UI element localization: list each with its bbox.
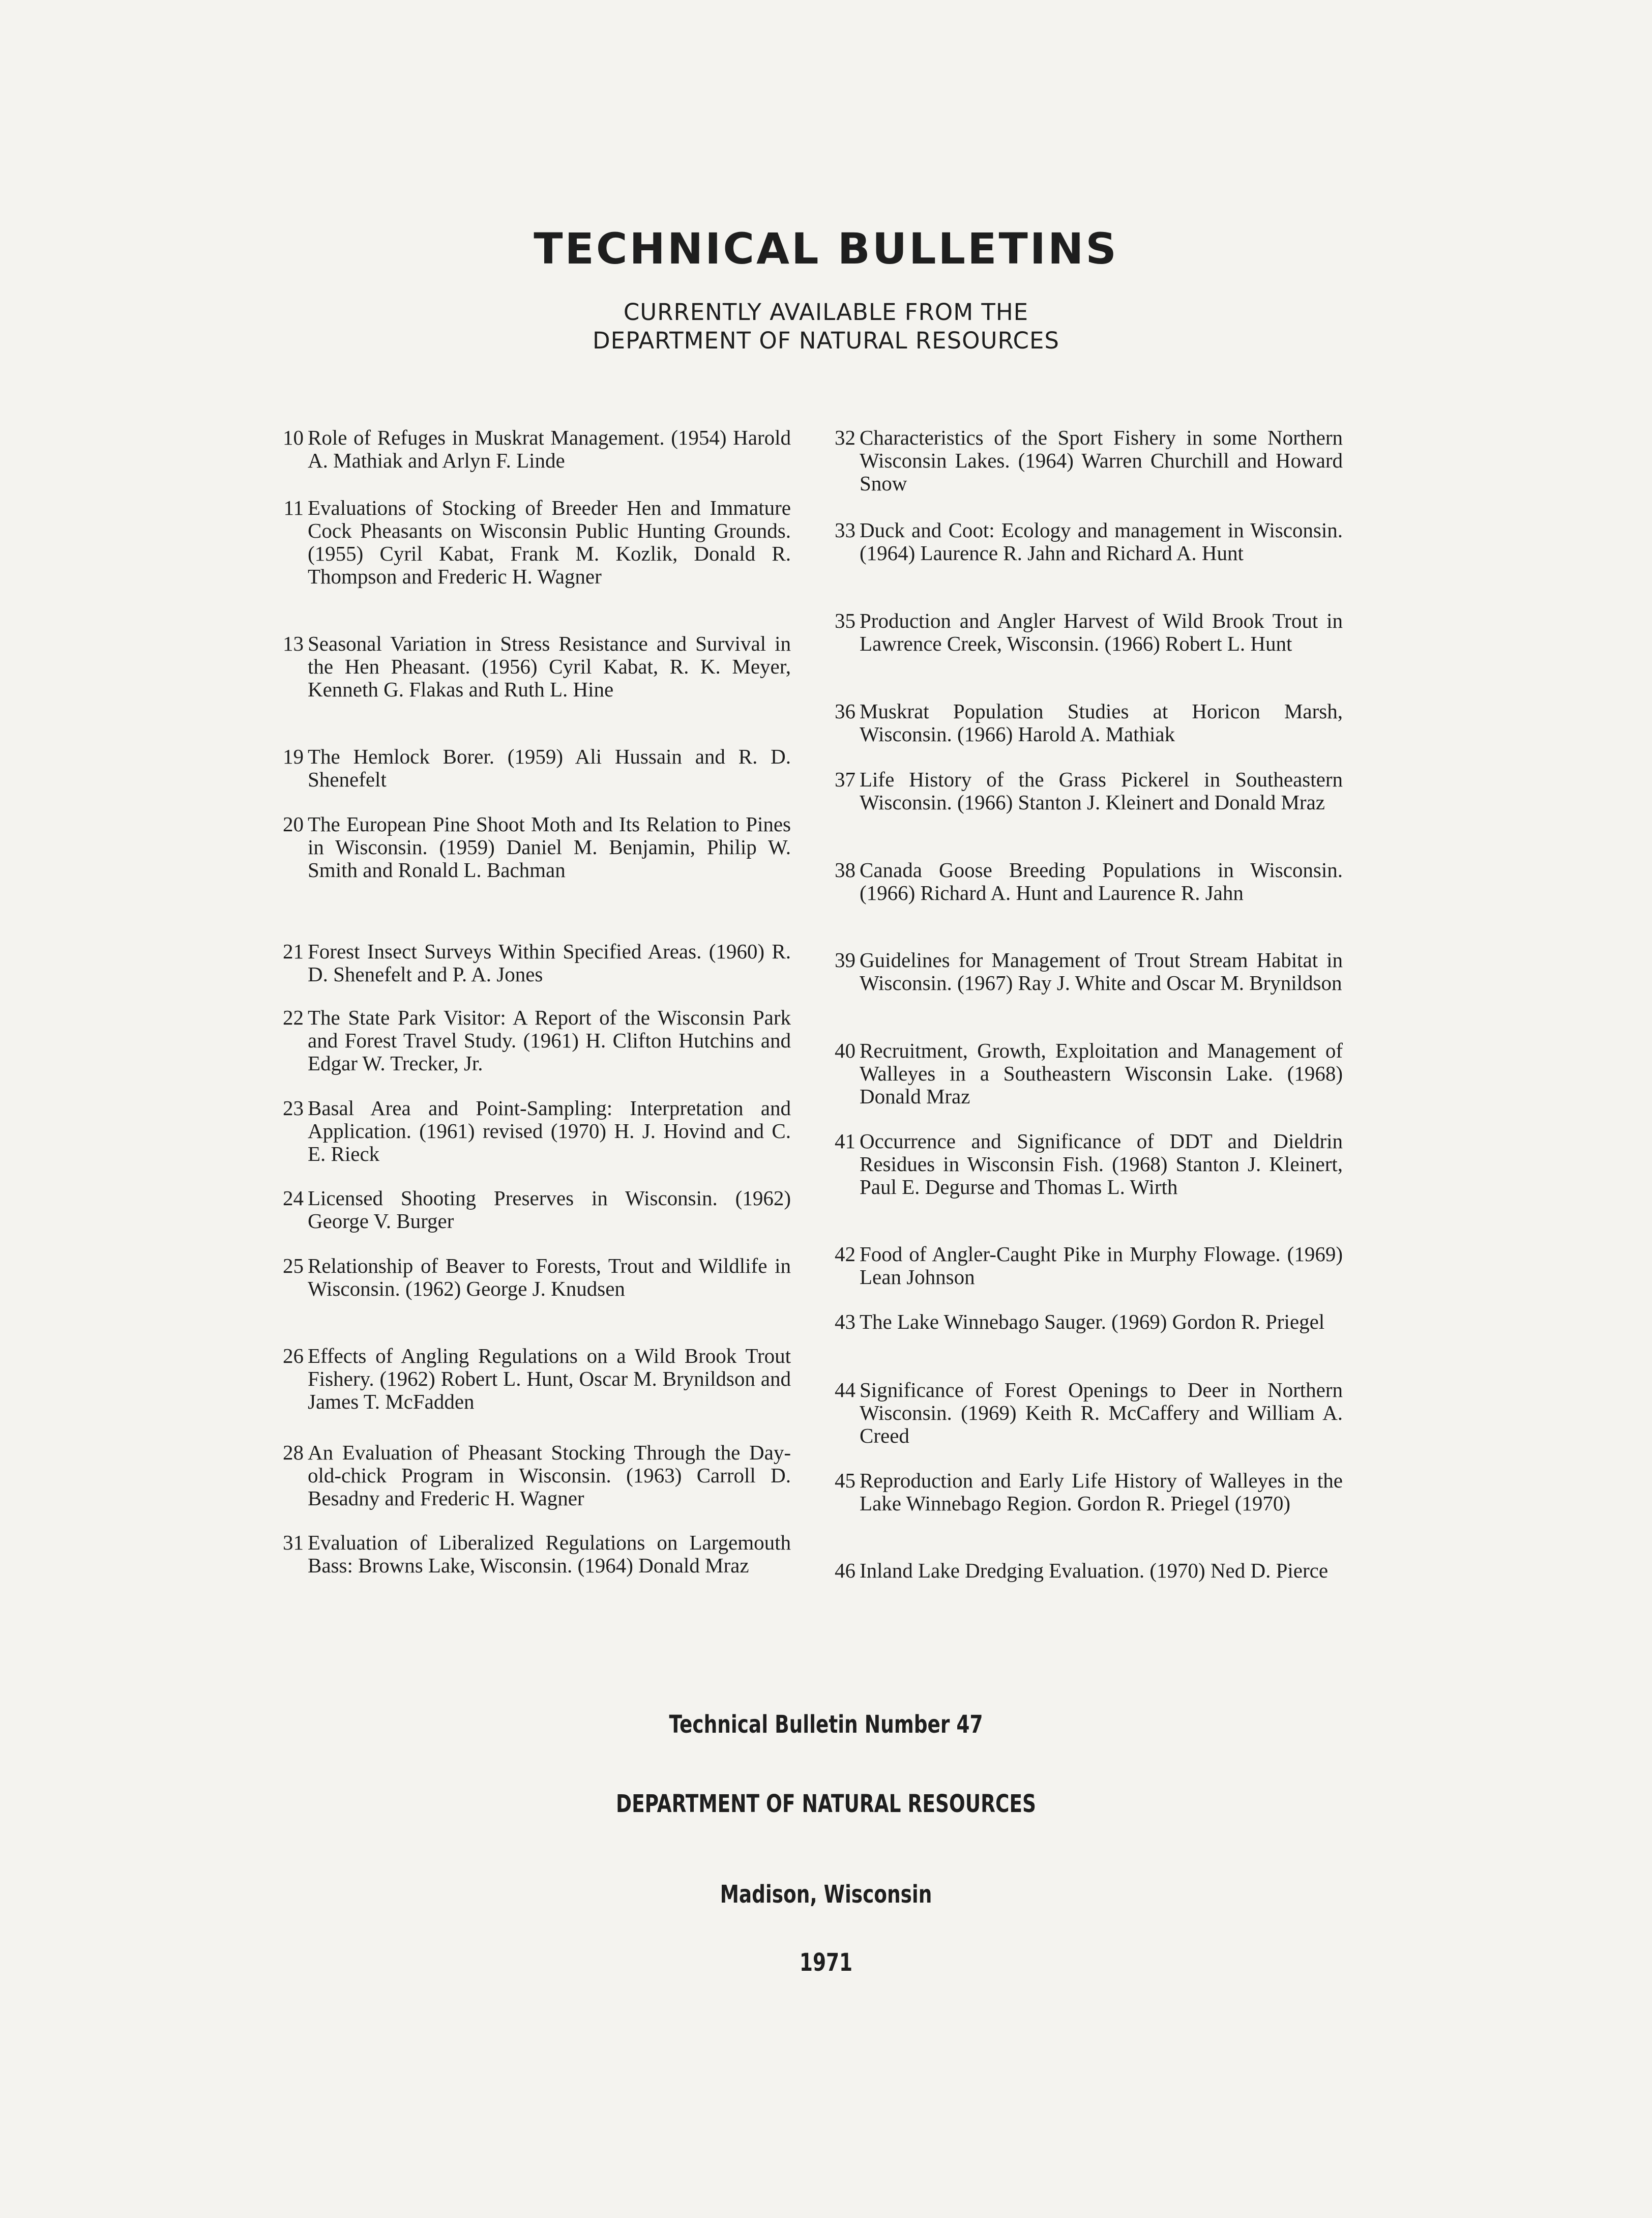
bulletin-citation: Forest Insect Surveys Within Specified Areas. (1960) R. D. Shenefelt and P. A. Jones <box>308 940 791 986</box>
bulletin-citation: Effects of Angling Regulations on a Wild Brook Trout Fishery. (1962) Robert L. Hunt, Oscar M. Brynildson and James T. McFadden <box>308 1344 791 1413</box>
bulletin-number: 43 <box>835 1310 855 1333</box>
bulletin-citation: Reproduction and Early Life History of Walleyes in the Lake Winnebago Region. Gordon R. Priegel (1970) <box>860 1469 1343 1515</box>
bulletin-citation: The European Pine Shoot Moth and Its Relation to Pines in Wisconsin. (1959) Daniel M. Benjamin, Philip W. Smith and Ronald L. Bachman <box>308 812 791 882</box>
publication-year: 1971 <box>799 1948 853 1977</box>
bulletin-entry <box>272 1006 791 1075</box>
bulletin-citation: Evaluations of Stocking of Breeder Hen and Immature Cock Pheasants on Wisconsin Public Hunting Grounds. (1955) Cyril Kabat, Frank M. Kozlik, Donald R. Thompson and Frederic H. Wagner <box>308 496 791 588</box>
bulletin-entry <box>272 1345 791 1413</box>
bulletin-number: 33 <box>835 518 855 542</box>
bulletin-number: 46 <box>835 1559 855 1582</box>
bulletin-number: 36 <box>835 699 855 723</box>
bulletin-number: 38 <box>835 858 855 882</box>
bulletin-number: 35 <box>835 609 855 632</box>
bulletin-entry <box>824 1130 1343 1199</box>
bulletin-number: 32 <box>835 426 855 449</box>
bulletin-number: 42 <box>835 1242 855 1266</box>
location-label: Madison, Wisconsin <box>720 1880 932 1909</box>
bulletin-entry <box>824 1039 1343 1108</box>
bulletin-number: 45 <box>835 1469 855 1492</box>
bulletin-citation: Basal Area and Point-Sampling: Interpretation and Application. (1961) revised (1970) H. J. Hovind and C. E. Rieck <box>308 1096 791 1165</box>
bulletin-number: 23 <box>283 1096 304 1120</box>
bulletin-entry <box>272 497 791 588</box>
page-title: TECHNICAL BULLETINS <box>534 224 1118 274</box>
bulletin-number: 25 <box>283 1254 304 1277</box>
bulletin-entry <box>272 1531 791 1577</box>
subtitle-line-2: DEPARTMENT OF NATURAL RESOURCES <box>593 327 1059 354</box>
bulletin-number: 10 <box>283 426 304 449</box>
bulletin-entry <box>824 1379 1343 1447</box>
bulletin-citation: Inland Lake Dredging Evaluation. (1970) Ned D. Pierce <box>860 1559 1329 1582</box>
bulletin-entry <box>272 745 791 791</box>
bulletin-number: 13 <box>283 632 304 655</box>
bulletin-citation: The Hemlock Borer. (1959) Ali Hussain and R. D. Shenefelt <box>308 745 791 791</box>
bulletin-entry <box>824 1469 1343 1515</box>
bulletin-citation: Recruitment, Growth, Exploitation and Management of Walleyes in a Southeastern Wisconsin Lake. (1968) Donald Mraz <box>860 1039 1343 1108</box>
bulletin-citation: Production and Angler Harvest of Wild Brook Trout in Lawrence Creek, Wisconsin. (1966) Robert L. Hunt <box>860 609 1343 655</box>
bulletin-number: 20 <box>283 812 304 836</box>
bulletin-citation: Occurrence and Significance of DDT and Dieldrin Residues in Wisconsin Fish. (1968) Stanton J. Kleinert, Paul E. Degurse and Thomas L. Wirth <box>860 1129 1343 1199</box>
bulletin-citation: Muskrat Population Studies at Horicon Marsh, Wisconsin. (1966) Harold A. Mathiak <box>860 699 1343 746</box>
department-name: DEPARTMENT OF NATURAL RESOURCES <box>616 1790 1036 1818</box>
bulletin-number: 44 <box>835 1378 855 1402</box>
bulletin-entry <box>272 1441 791 1510</box>
bulletin-number: 40 <box>835 1039 855 1062</box>
bulletin-number: 24 <box>283 1186 304 1210</box>
bulletin-entry <box>824 519 1343 565</box>
bulletin-entry <box>824 1559 1343 1582</box>
bulletin-entry <box>824 426 1343 495</box>
bulletin-entry <box>272 632 791 701</box>
bulletin-citation: Seasonal Variation in Stress Resistance and Survival in the Hen Pheasant. (1956) Cyril Kabat, R. K. Meyer, Kenneth G. Flakas and Ruth L. Hine <box>308 632 791 701</box>
bulletin-number: 41 <box>835 1129 855 1153</box>
bulletin-entry <box>272 813 791 882</box>
bulletin-citation: Canada Goose Breeding Populations in Wisconsin. (1966) Richard A. Hunt and Laurence R. Jahn <box>860 858 1343 904</box>
bulletin-number: 21 <box>283 940 304 963</box>
bulletin-citation: Food of Angler-Caught Pike in Murphy Flowage. (1969) Lean Johnson <box>860 1242 1343 1289</box>
bulletin-citation: Significance of Forest Openings to Deer in Northern Wisconsin. (1969) Keith R. McCaffery and William A. Creed <box>860 1378 1343 1447</box>
bulletin-citation: Duck and Coot: Ecology and management in Wisconsin. (1964) Laurence R. Jahn and Richard A. Hunt <box>860 518 1343 565</box>
bulletin-number: 26 <box>283 1344 304 1367</box>
bulletin-entry <box>824 1310 1343 1333</box>
bulletin-citation: Guidelines for Management of Trout Stream Habitat in Wisconsin. (1967) Ray J. White and Oscar M. Brynildson <box>860 948 1343 995</box>
subtitle-line-1: CURRENTLY AVAILABLE FROM THE <box>623 299 1029 326</box>
bulletin-entry <box>824 768 1343 814</box>
bulletin-number: 19 <box>283 745 304 768</box>
bulletin-number: 37 <box>835 768 855 791</box>
bulletin-citation: Life History of the Grass Pickerel in Southeastern Wisconsin. (1966) Stanton J. Kleinert and Donald Mraz <box>860 768 1343 814</box>
bulletin-entry <box>272 940 791 986</box>
bulletin-entry <box>272 1254 791 1300</box>
bulletin-entry <box>824 949 1343 995</box>
bulletin-entry <box>824 859 1343 904</box>
bulletin-citation: Evaluation of Liberalized Regulations on Largemouth Bass: Browns Lake, Wisconsin. (1964) Donald Mraz <box>308 1531 791 1577</box>
bulletin-entry <box>272 426 791 472</box>
bulletin-entry <box>824 700 1343 746</box>
bulletin-citation: Relationship of Beaver to Forests, Trout and Wildlife in Wisconsin. (1962) George J. Knudsen <box>308 1254 791 1300</box>
bulletin-citation: Characteristics of the Sport Fishery in some Northern Wisconsin Lakes. (1964) Warren Churchill and Howard Snow <box>860 426 1343 495</box>
bulletin-number: 31 <box>283 1531 304 1554</box>
bulletin-number: 28 <box>283 1441 304 1464</box>
bulletin-entry <box>272 1187 791 1233</box>
bulletin-citation: Licensed Shooting Preserves in Wisconsin. (1962) George V. Burger <box>308 1186 791 1233</box>
bulletin-entry <box>824 609 1343 655</box>
bulletin-citation: An Evaluation of Pheasant Stocking Through the Day-old-chick Program in Wisconsin. (1963) Carroll D. Besadny and Frederic H. Wagner <box>308 1441 791 1510</box>
bulletin-number: 22 <box>283 1006 304 1029</box>
bulletin-entry <box>272 1097 791 1165</box>
bulletin-citation: The State Park Visitor: A Report of the Wisconsin Park and Forest Travel Study. (1961) H. Clifton Hutchins and Edgar W. Trecker, Jr. <box>308 1006 791 1075</box>
bulletin-citation: The Lake Winnebago Sauger. (1969) Gordon R. Priegel <box>860 1310 1325 1333</box>
bulletin-number: 11 <box>283 496 304 519</box>
bulletin-number-label: Technical Bulletin Number 47 <box>669 1710 983 1739</box>
bulletin-number: 39 <box>835 948 855 972</box>
page-subtitle <box>0 298 1652 355</box>
bulletin-citation: Role of Refuges in Muskrat Management. (1954) Harold A. Mathiak and Arlyn F. Linde <box>308 426 791 472</box>
bulletin-entry <box>824 1243 1343 1289</box>
